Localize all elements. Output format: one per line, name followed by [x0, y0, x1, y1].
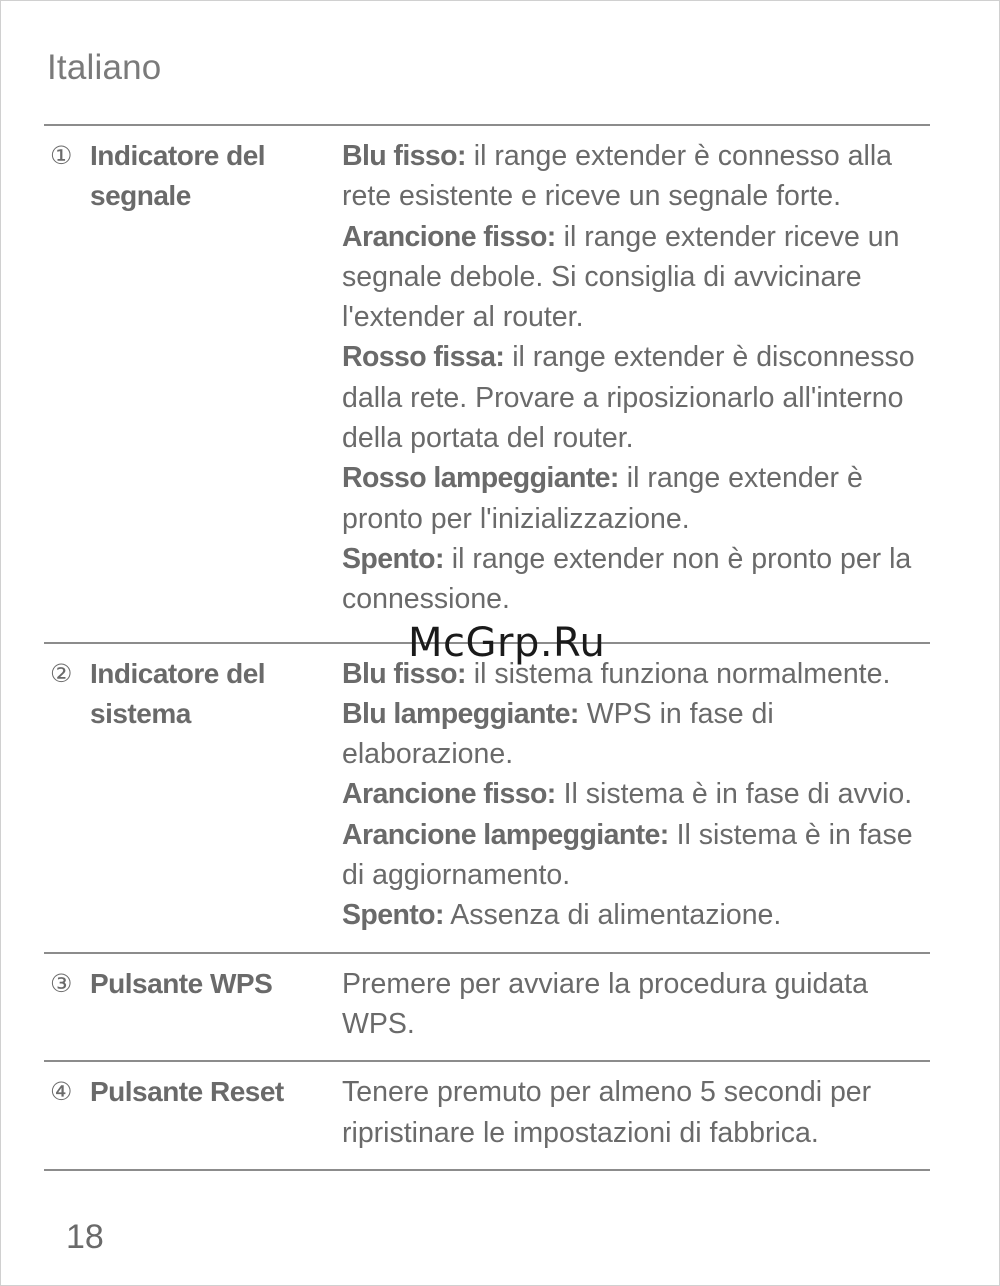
entry-text: il range extender non è pronto per la connessione. — [342, 542, 912, 616]
description-entry — [342, 136, 930, 217]
row-label: Pulsante WPS — [90, 967, 273, 999]
row-label: Indicatore del segnale — [90, 140, 266, 211]
row-label: Pulsante Reset — [90, 1076, 284, 1108]
entry-term: Spento: — [342, 542, 444, 575]
row-description — [338, 654, 930, 936]
entry-term: Blu fisso: — [342, 140, 466, 172]
page-number: 18 — [66, 1218, 104, 1256]
row-description — [338, 964, 930, 1045]
row-number: ④ — [50, 1078, 73, 1107]
row-label: Indicatore del sistema — [90, 657, 266, 729]
row-number: ② — [50, 659, 73, 688]
entry-text: il range extender è connesso alla rete esistente e riceve un segnale forte. — [342, 140, 893, 213]
description-entry — [342, 217, 930, 338]
entry-text: Assenza di alimentazione. — [443, 899, 782, 932]
row-number: ③ — [50, 969, 73, 998]
entry-text: il range extender è disconnesso dalla rete. Provare a riposizionarlo all'interno della portata del router. — [342, 341, 915, 455]
row-number: ① — [50, 142, 73, 170]
watermark: McGrp.Ru — [408, 620, 606, 666]
description-entry — [342, 964, 930, 1045]
entry-text: WPS in fase di elaborazione. — [342, 697, 774, 771]
description-entry — [342, 895, 930, 935]
table-row — [44, 642, 930, 952]
entry-term: Blu fisso: — [342, 657, 466, 690]
language-heading: Italiano — [47, 48, 162, 87]
description-entry — [342, 539, 930, 620]
row-description — [338, 136, 930, 620]
entry-term: Rosso fissa: — [342, 341, 505, 374]
description-entry — [342, 337, 930, 458]
description-entry — [342, 774, 930, 814]
description-entry — [342, 458, 930, 539]
entry-text: il sistema funziona normalmente. — [465, 657, 891, 690]
row-description — [338, 1072, 930, 1153]
entry-text: il range extender è pronto per l'inizializzazione. — [342, 462, 863, 535]
table-row — [44, 124, 930, 636]
entry-term: Arancione fisso: — [342, 220, 556, 253]
entry-text: Il sistema è in fase di avvio. — [555, 778, 913, 811]
entry-text: Tenere premuto per almeno 5 secondi per ripristinare le impostazioni di fabbrica. — [342, 1076, 872, 1149]
table-row — [44, 1060, 930, 1171]
table-row — [44, 952, 930, 1061]
description-entry — [342, 1072, 930, 1153]
entry-text: Premere per avviare la procedura guidata WPS. — [342, 967, 868, 1040]
description-entry — [342, 694, 930, 775]
entry-term: Arancione lampeggiante: — [342, 818, 669, 851]
entry-term: Spento: — [342, 899, 444, 932]
description-entry — [342, 815, 930, 896]
entry-text: il range extender riceve un segnale debole. Si consiglia di avvicinare l'extender al router. — [342, 220, 900, 334]
entry-text: Il sistema è in fase di aggiornamento. — [342, 818, 913, 892]
entry-term: Arancione fisso: — [342, 778, 556, 811]
entry-term: Rosso lampeggiante: — [342, 462, 619, 495]
entry-term: Blu lampeggiante: — [342, 697, 579, 730]
